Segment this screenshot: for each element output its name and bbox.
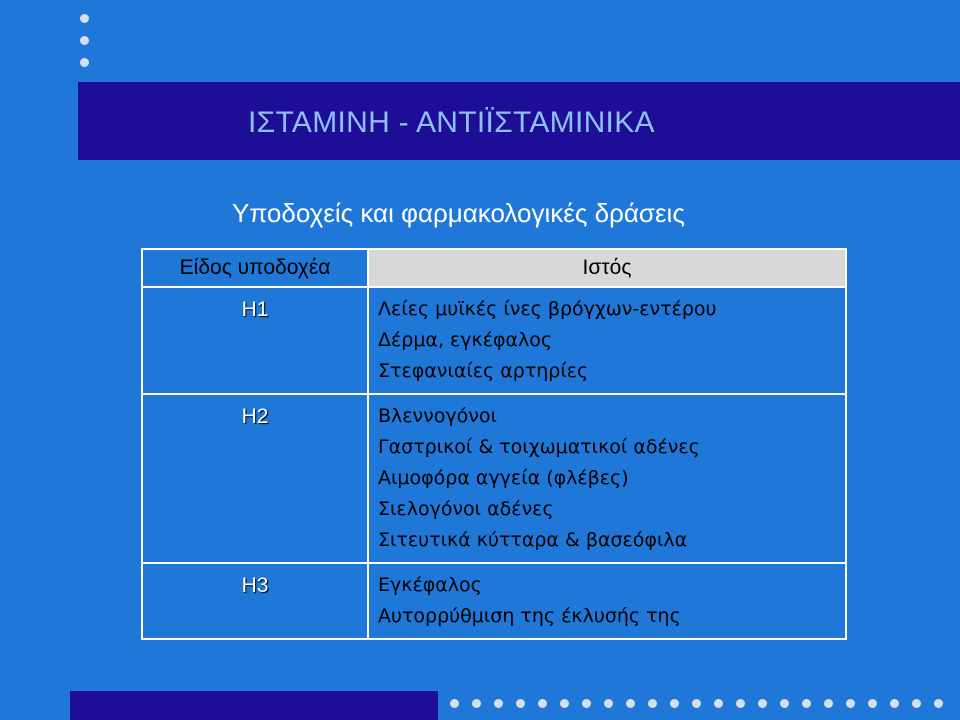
slide-title: ΙΣΤΑΜΙΝΗ - ΑΝΤΙΪΣΤΑΜΙΝΙΚΑ xyxy=(248,106,655,139)
bullet-dot-icon xyxy=(868,699,877,708)
bullet-dot-icon xyxy=(934,699,943,708)
bullet-dot-icon xyxy=(494,699,503,708)
bullet-dot-icon xyxy=(472,699,481,708)
table-header-row xyxy=(142,249,846,287)
bullet-dot-icon xyxy=(912,699,921,708)
table-row xyxy=(142,563,846,639)
bullet-dot-icon xyxy=(802,699,811,708)
bullet-dot-icon xyxy=(824,699,833,708)
tissue-cell xyxy=(368,287,846,394)
footer-bar xyxy=(70,691,438,720)
tissue-line: Στεφανιαίες αρτηρίες xyxy=(378,360,589,382)
bullet-dot-icon xyxy=(450,699,459,708)
tissue-line: Λείες μυϊκές ίνες βρόγχων-εντέρου xyxy=(378,298,717,320)
tissue-line: Αυτορρύθμιση της έκλυσής της xyxy=(378,605,681,627)
bullet-dot-icon xyxy=(780,699,789,708)
bullet-dot-icon xyxy=(758,699,767,708)
header-tissue: Ιστός xyxy=(368,249,846,287)
bullet-dot-icon xyxy=(736,699,745,708)
bullet-dot-icon xyxy=(80,14,89,23)
bullet-dot-icon xyxy=(714,699,723,708)
slide-subtitle: Υποδοχείς και φαρμακολογικές δράσεις xyxy=(232,198,685,228)
header-receptor-type: Είδος υποδοχέα xyxy=(142,249,368,287)
bullet-dot-icon xyxy=(560,699,569,708)
tissue-line: Βλεννογόνοι xyxy=(378,405,497,427)
bullet-dot-icon xyxy=(670,699,679,708)
bullet-dot-icon xyxy=(692,699,701,708)
receptor-cell: H2 xyxy=(142,394,368,563)
table-row xyxy=(142,394,846,563)
tissue-line: Δέρμα, εγκέφαλος xyxy=(378,329,553,351)
bullet-dot-icon xyxy=(538,699,547,708)
tissue-line: Σιελογόνοι αδένες xyxy=(378,498,554,520)
bullet-dot-icon xyxy=(890,699,899,708)
tissue-line: Γαστρικοί & τοιχωματικοί αδένες xyxy=(378,436,700,458)
bullet-dot-icon xyxy=(648,699,657,708)
receptor-table xyxy=(141,248,847,640)
tissue-line: Σιτευτικά κύτταρα & βασεόφιλα xyxy=(378,529,688,551)
bullet-dot-icon xyxy=(846,699,855,708)
tissue-cell xyxy=(368,563,846,639)
receptor-cell: H3 xyxy=(142,563,368,639)
table-row xyxy=(142,287,846,394)
receptor-cell: H1 xyxy=(142,287,368,394)
bullet-dot-icon xyxy=(80,58,89,67)
bullet-dot-icon xyxy=(604,699,613,708)
bullet-dot-icon xyxy=(516,699,525,708)
tissue-line: Αιμοφόρα αγγεία (φλέβες) xyxy=(378,467,629,489)
tissue-cell xyxy=(368,394,846,563)
tissue-line: Εγκέφαλος xyxy=(378,574,482,596)
bullet-dot-icon xyxy=(80,36,89,45)
bullet-dot-icon xyxy=(582,699,591,708)
bullet-dot-icon xyxy=(626,699,635,708)
